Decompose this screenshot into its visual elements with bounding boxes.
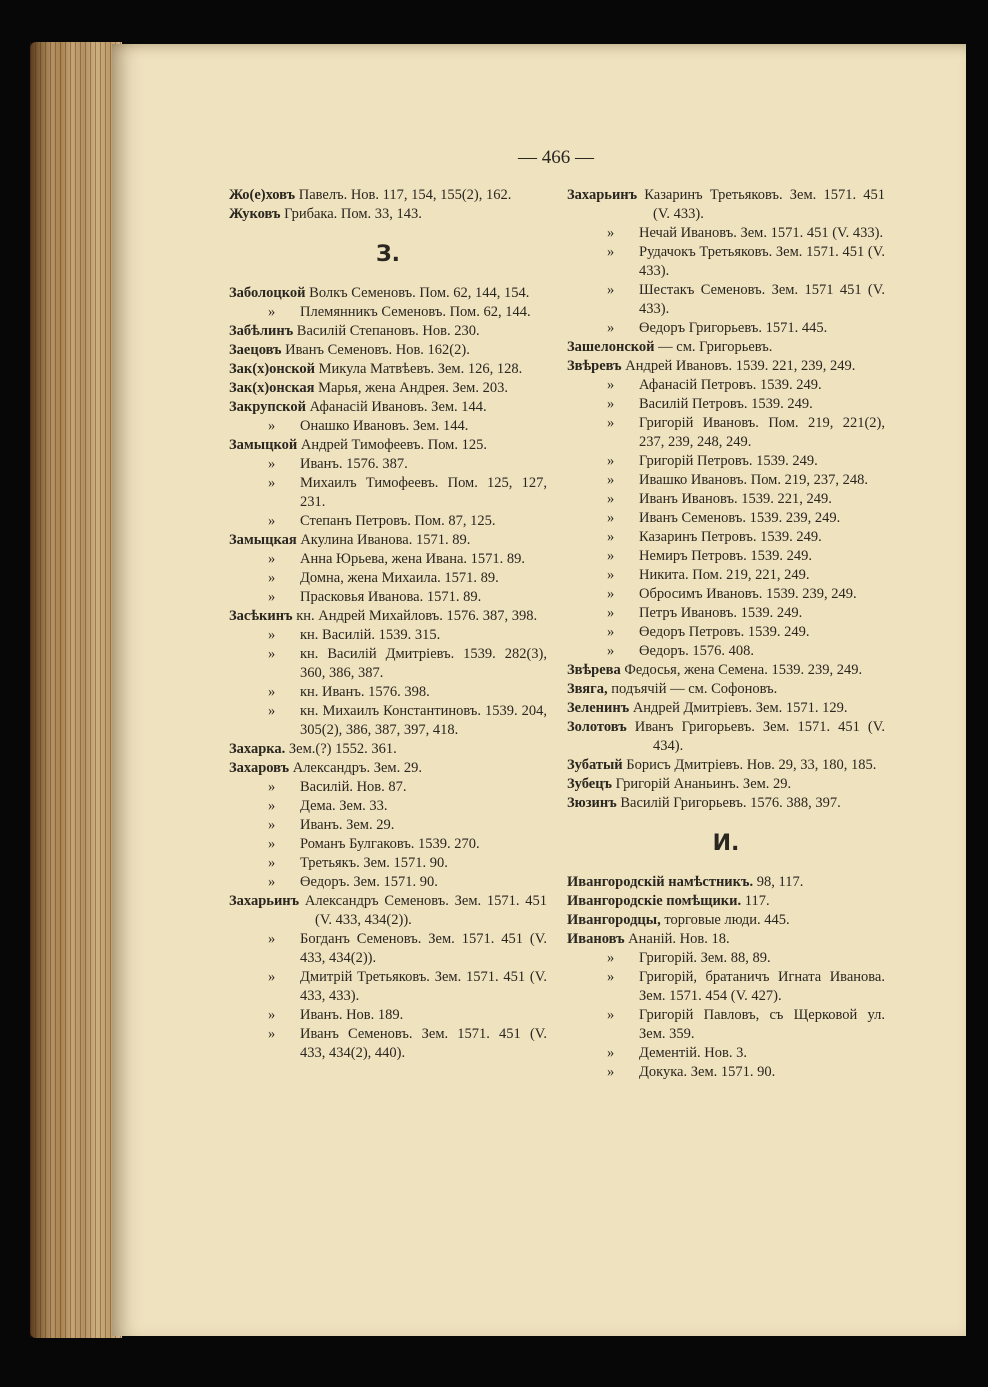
entry-text: Никита. Пом. 219, 221, 249. [639,567,810,583]
index-subentry [229,816,547,835]
index-subentry [229,550,547,569]
index-subentry [567,319,885,338]
entry-surname: Зак(х)онская [229,380,315,396]
index-subentry [567,642,885,661]
entry-surname: Звѣревъ [567,358,622,374]
ditto-mark: » [607,1064,615,1080]
index-entry [567,186,885,224]
entry-text: Дементій. Нов. 3. [639,1045,747,1061]
ditto-mark: » [268,684,276,700]
entry-text: Иванъ. 1576. 387. [300,456,408,472]
index-entry [567,873,885,892]
entry-surname: Жуковъ [229,206,281,222]
ditto-mark: » [268,1007,276,1023]
entry-text: 98, 117. [753,874,804,890]
entry-text: Богданъ Семеновъ. Зем. 1571. 451 (V. 433, 434(2)). [300,931,547,966]
entry-text: Дема. Зем. 33. [300,798,388,814]
ditto-mark: » [268,1026,276,1042]
entry-surname: Заболоцкой [229,285,306,301]
ditto-mark: » [268,646,276,662]
index-subentry [567,566,885,585]
ditto-mark: » [268,855,276,871]
entry-text: Андрей Дмитріевъ. Зем. 1571. 129. [629,700,848,716]
index-entry [229,379,547,398]
ditto-mark: » [607,624,615,640]
index-entry [229,531,547,550]
index-entry [567,794,885,813]
entry-text: Василій. Нов. 87. [300,779,407,795]
index-subentry [229,512,547,531]
entry-text: кн. Михаилъ Константиновъ. 1539. 204, 305(2), 386, 387, 397, 418. [300,703,547,738]
index-entry [229,186,547,205]
entry-surname: Ивановъ [567,931,625,947]
ditto-mark: » [268,836,276,852]
ditto-mark: » [268,779,276,795]
entry-surname: Зюзинъ [567,795,617,811]
ditto-mark: » [268,456,276,472]
entry-surname: Звѣрева [567,662,621,678]
index-subentry [229,1025,547,1063]
index-subentry [229,778,547,797]
entry-surname: Зеленинъ [567,700,630,716]
entry-surname: Захарьинъ [567,187,638,203]
entry-text: Өедоръ Петровъ. 1539. 249. [639,624,810,640]
index-entry [229,205,547,224]
entry-text: Грибака. Пом. 33, 143. [280,206,422,222]
entry-surname: Закрупской [229,399,306,415]
entry-text: Домна, жена Михаила. 1571. 89. [300,570,499,586]
entry-text: торговые люди. 445. [660,912,790,928]
index-entry [567,680,885,699]
ditto-mark: » [268,969,276,985]
index-subentry [567,224,885,243]
ditto-mark: » [607,529,615,545]
index-subentry [229,455,547,474]
entry-text: Казаринъ Петровъ. 1539. 249. [639,529,822,545]
index-entry [229,436,547,455]
ditto-mark: » [607,969,615,985]
index-subentry [229,645,547,683]
entry-surname: Зашелонской [567,339,655,355]
entry-text: Степанъ Петровъ. Пом. 87, 125. [300,513,496,529]
entry-text: Акулина Иванова. 1571. 89. [296,532,471,548]
index-subentry [567,281,885,319]
entry-surname: Зак(х)онской [229,361,315,377]
entry-text: Обросимъ Ивановъ. 1539. 239, 249. [639,586,857,602]
ditto-mark: » [268,418,276,434]
index-entry [567,775,885,794]
entry-surname: Жо(е)ховъ [229,187,296,203]
entry-text: кн. Василій. 1539. 315. [300,627,441,643]
entry-text: Михаилъ Тимофеевъ. Пом. 125, 127, 231. [300,475,547,510]
index-entry [567,699,885,718]
index-column-right [567,186,885,1082]
index-subentry [567,528,885,547]
ditto-mark: » [607,510,615,526]
entry-text: Племянникъ Семеновъ. Пом. 62, 144. [300,304,531,320]
index-entry [567,911,885,930]
entry-surname: Забѣлинъ [229,323,294,339]
index-column-left [229,186,547,1063]
entry-text: 117. [741,893,770,909]
index-entry [229,740,547,759]
entry-text: Григорій Петровъ. 1539. 249. [639,453,818,469]
entry-text: Прасковья Иванова. 1571. 89. [300,589,482,605]
entry-text: Василій Петровъ. 1539. 249. [639,396,813,412]
ditto-mark: » [268,931,276,947]
ditto-mark: » [607,567,615,583]
index-entry [567,718,885,756]
index-subentry [567,623,885,642]
entry-surname: Захаровъ [229,760,290,776]
index-subentry [567,1044,885,1063]
index-entry [229,892,547,930]
ditto-mark: » [268,703,276,719]
index-subentry [567,1006,885,1044]
ditto-mark: » [607,605,615,621]
entry-surname: Ивангородскіе помѣщики. [567,893,742,909]
ditto-mark: » [268,570,276,586]
entry-text: — см. Григорьевъ. [654,339,773,355]
index-entry [229,759,547,778]
entry-text: кн. Иванъ. 1576. 398. [300,684,430,700]
section-letter: И. [712,831,740,856]
entry-text: Третьякъ. Зем. 1571. 90. [300,855,448,871]
entry-text: Андрей Ивановъ. 1539. 221, 239, 249. [621,358,856,374]
entry-text: Григорій, братаничъ Игната Иванова. Зем. 1571. 454 (V. 427). [639,969,885,1004]
entry-text: Зем.(?) 1552. 361. [285,741,397,757]
entry-text: Александръ Семеновъ. Зем. 1571. 451 (V. 433, 434(2)). [299,893,547,928]
entry-text: Дмитрій Третьяковъ. Зем. 1571. 451 (V. 433, 433). [300,969,547,1004]
index-subentry [567,949,885,968]
index-entry [567,892,885,911]
section-letter: З. [376,242,400,267]
index-entry [229,607,547,626]
index-subentry [229,873,547,892]
entry-text: Афанасій Ивановъ. Зем. 144. [305,399,487,415]
ditto-mark: » [607,1007,615,1023]
entry-text: Өедоръ. 1576. 408. [639,643,754,659]
entry-text: Иванъ. Зем. 29. [300,817,395,833]
entry-surname: Звяга, [567,681,608,697]
index-subentry [229,683,547,702]
index-subentry [229,303,547,322]
entry-surname: Золотовъ [567,719,627,735]
index-entry [567,756,885,775]
index-entry [229,322,547,341]
index-entry [567,338,885,357]
entry-text: Өедоръ. Зем. 1571. 90. [300,874,438,890]
entry-text: Шестакъ Семеновъ. Зем. 1571 451 (V. 433). [639,282,885,317]
entry-text: Иванъ Семеновъ. Зем. 1571. 451 (V. 433, 434(2), 440). [300,1026,547,1061]
entry-text: Александръ. Зем. 29. [289,760,422,776]
index-subentry [567,1063,885,1082]
index-subentry [229,588,547,607]
entry-text: кн. Андрей Михайловъ. 1576. 387, 398. [292,608,538,624]
index-entry [567,357,885,376]
entry-text: Василій Григорьевъ. 1576. 388, 397. [616,795,841,811]
index-subentry [229,835,547,854]
index-subentry [229,797,547,816]
entry-text: Петръ Ивановъ. 1539. 249. [639,605,803,621]
index-entry [229,284,547,303]
ditto-mark: » [607,472,615,488]
ditto-mark: » [268,589,276,605]
entry-surname: Замыцкой [229,437,298,453]
entry-surname: Заецовъ [229,342,282,358]
index-subentry [567,547,885,566]
entry-text: Павелъ. Нов. 117, 154, 155(2), 162. [295,187,512,203]
ditto-mark: » [268,798,276,814]
index-subentry [229,1006,547,1025]
entry-surname: Ивангородскій намѣстникъ. [567,874,754,890]
entry-text: Өедоръ Григорьевъ. 1571. 445. [639,320,828,336]
entry-text: Федосья, жена Семена. 1539. 239, 249. [620,662,863,678]
ditto-mark: » [607,453,615,469]
ditto-mark: » [607,643,615,659]
index-subentry [229,569,547,588]
ditto-mark: » [268,304,276,320]
ditto-mark: » [607,396,615,412]
index-subentry [567,452,885,471]
ditto-mark: » [607,225,615,241]
index-subentry [567,471,885,490]
entry-text: Иванъ Семеновъ. Нов. 162(2). [281,342,470,358]
entry-surname: Захарьинъ [229,893,300,909]
ditto-mark: » [607,377,615,393]
index-subentry [567,414,885,452]
index-subentry [567,604,885,623]
ditto-mark: » [607,320,615,336]
entry-text: Андрей Тимофеевъ. Пом. 125. [297,437,487,453]
ditto-mark: » [268,513,276,529]
entry-text: Иванъ Семеновъ. 1539. 239, 249. [639,510,841,526]
index-entry [567,661,885,680]
entry-text: Иванъ. Нов. 189. [300,1007,404,1023]
index-subentry [567,490,885,509]
entry-text: Василій Степановъ. Нов. 230. [293,323,480,339]
index-entry [229,360,547,379]
entry-surname: Зубатый [567,757,623,773]
ditto-mark: » [607,950,615,966]
entry-surname: Зубецъ [567,776,613,792]
ditto-mark: » [607,586,615,602]
entry-text: Иванъ Ивановъ. 1539. 221, 249. [639,491,832,507]
ditto-mark: » [268,817,276,833]
entry-surname: Захарка. [229,741,286,757]
index-subentry [229,474,547,512]
index-subentry [229,626,547,645]
entry-text: Борисъ Дмитріевъ. Нов. 29, 33, 180, 185. [622,757,877,773]
ditto-mark: » [607,244,615,260]
ditto-mark: » [268,627,276,643]
entry-text: Онашко Ивановъ. Зем. 144. [300,418,469,434]
page-number: — 466 — [518,147,594,168]
index-subentry [567,376,885,395]
book-page-edges [30,42,122,1338]
index-subentry [229,930,547,968]
index-subentry [229,702,547,740]
entry-text: Докука. Зем. 1571. 90. [639,1064,776,1080]
index-subentry [567,395,885,414]
index-subentry [229,854,547,873]
entry-surname: Замыцкая [229,532,297,548]
entry-text: Григорій Павловъ, съ Щерковой ул. Зем. 359. [639,1007,885,1042]
index-entry [229,398,547,417]
entry-text: Григорій. Зем. 88, 89. [639,950,771,966]
entry-text: кн. Василій Дмитріевъ. 1539. 282(3), 360, 386, 387. [300,646,547,681]
entry-text: Казаринъ Третьяковъ. Зем. 1571. 451 (V. 433). [637,187,885,222]
entry-surname: Засѣкинъ [229,608,293,624]
index-subentry [229,417,547,436]
entry-text: Рудачокъ Третьяковъ. Зем. 1571. 451 (V. 433). [639,244,885,279]
entry-text: Ивашко Ивановъ. Пом. 219, 237, 248. [639,472,868,488]
ditto-mark: » [607,282,615,298]
index-subentry [567,968,885,1006]
index-subentry [567,585,885,604]
ditto-mark: » [607,415,615,431]
entry-text: Григорій Ивановъ. Пом. 219, 221(2), 237, 239, 248, 249. [639,415,885,450]
ditto-mark: » [607,491,615,507]
entry-text: Ананій. Нов. 18. [624,931,730,947]
entry-text: Романъ Булгаковъ. 1539. 270. [300,836,480,852]
ditto-mark: » [268,551,276,567]
entry-text: Немиръ Петровъ. 1539. 249. [639,548,812,564]
entry-text: Афанасій Петровъ. 1539. 249. [639,377,822,393]
index-entry [229,341,547,360]
index-subentry [229,968,547,1006]
index-subentry [567,509,885,528]
ditto-mark: » [268,874,276,890]
ditto-mark: » [268,475,276,491]
entry-text: Марья, жена Андрея. Зем. 203. [314,380,508,396]
entry-text: Нечай Ивановъ. Зем. 1571. 451 (V. 433). [639,225,884,241]
entry-surname: Ивангородцы, [567,912,661,928]
entry-text: Микула Матвѣевъ. Зем. 126, 128. [314,361,523,377]
ditto-mark: » [607,1045,615,1061]
entry-text: Анна Юрьева, жена Ивана. 1571. 89. [300,551,526,567]
ditto-mark: » [607,548,615,564]
index-subentry [567,243,885,281]
entry-text: Григорій Ананьинъ. Зем. 29. [612,776,792,792]
entry-text: Волкъ Семеновъ. Пом. 62, 144, 154. [305,285,530,301]
entry-text: подъячій — см. Софоновъ. [607,681,778,697]
index-entry [567,930,885,949]
entry-text: Иванъ Григорьевъ. Зем. 1571. 451 (V. 434). [626,719,885,754]
